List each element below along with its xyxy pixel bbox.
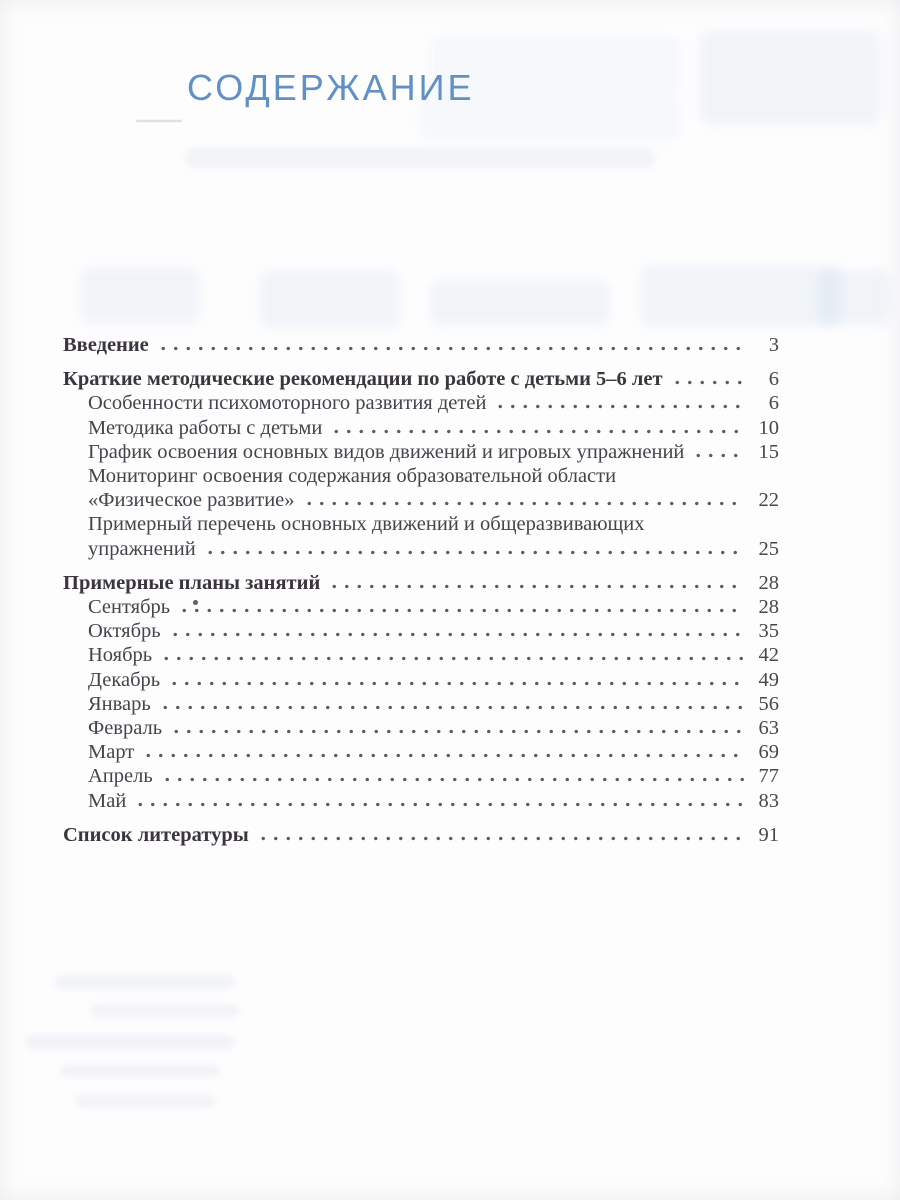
scan-scratch	[136, 120, 182, 122]
toc-entry	[63, 488, 779, 512]
toc-entry-page: 10	[758, 416, 779, 439]
toc-entry-label: Краткие методические рекомендации по работе с детьми 5–6 лет	[63, 368, 663, 391]
toc-entry-page: 77	[758, 765, 779, 788]
toc-entry-label: Ноябрь	[88, 644, 153, 667]
toc-entry-page: 28	[758, 571, 779, 594]
dot-leader	[692, 453, 744, 458]
bleedthrough-smudge	[185, 148, 655, 168]
toc-entry-page: 6	[768, 368, 779, 391]
page-title: СОДЕРЖАНИЕ	[187, 67, 475, 108]
dot-leader	[134, 802, 744, 807]
toc-entry-label: График освоения основных видов движений и игровых упражнений	[88, 440, 685, 463]
bleedthrough-smudge	[430, 280, 610, 325]
dot-leader	[159, 705, 744, 710]
toc-entry	[63, 440, 779, 464]
toc-entry-label: Примерные планы занятий	[63, 571, 321, 594]
bleedthrough-smudge	[90, 1005, 240, 1017]
dot-leader	[330, 429, 744, 434]
dot-leader	[168, 681, 744, 686]
dot-leader	[671, 380, 744, 385]
bleedthrough-smudge	[75, 1095, 215, 1107]
toc-entry-page: 35	[758, 620, 779, 643]
toc-entry-page: 22	[758, 489, 779, 512]
toc-entry	[63, 416, 779, 440]
toc-entry-label: Апрель	[88, 765, 153, 788]
dot-leader	[494, 404, 744, 409]
toc-entry-label: Февраль	[88, 717, 163, 740]
toc-entry-page: 28	[758, 596, 779, 619]
dot-leader	[178, 608, 744, 613]
dot-leader	[204, 550, 744, 555]
toc-entry-page: 63	[758, 717, 779, 740]
bleedthrough-smudge	[80, 268, 200, 323]
dot-leader	[161, 777, 744, 782]
bleedthrough-smudge	[820, 270, 890, 325]
toc-entry-label: Октябрь	[88, 620, 161, 643]
toc-entry-page: 69	[758, 741, 779, 764]
toc-entry-label: Май	[88, 789, 127, 812]
bleedthrough-smudge	[260, 270, 400, 328]
dot-leader	[303, 501, 744, 506]
toc-entry-label: Декабрь	[88, 668, 161, 691]
toc-entry	[63, 619, 779, 643]
bleedthrough-smudge	[60, 1065, 220, 1077]
toc-entry	[63, 692, 779, 716]
dot-leader	[142, 753, 744, 758]
toc-entry-page: 6	[768, 392, 779, 415]
toc-list	[63, 333, 779, 847]
toc-entry-label: Примерный перечень основных движений и общеразвивающих	[88, 513, 645, 536]
toc-entry-label: «Физическое развитие»	[88, 489, 295, 512]
dot-leader	[157, 346, 744, 351]
bleedthrough-smudge	[700, 30, 880, 125]
bleedthrough-smudge	[25, 1035, 235, 1049]
dot-leader	[170, 729, 744, 734]
toc-entry-label: Сентябрь	[88, 596, 171, 619]
toc-entry	[63, 537, 779, 561]
toc-entry	[63, 333, 779, 357]
toc-entry-label: Мониторинг освоения содержания образовательной области	[88, 465, 617, 488]
toc-entry-page: 3	[768, 334, 779, 356]
toc-entry-label: упражнений	[88, 537, 196, 560]
toc-entry-label: Введение	[63, 334, 149, 356]
toc-entry-page: 49	[758, 668, 779, 691]
toc-entry-page: 91	[758, 823, 779, 846]
toc-entry	[63, 512, 779, 536]
toc-entry	[63, 668, 779, 692]
toc-entry-label: Список литературы	[63, 823, 249, 846]
toc-entry-label: Методика работы с детьми	[88, 416, 323, 439]
toc-entry-page: 42	[758, 644, 779, 667]
dot-leader	[160, 656, 744, 661]
toc-entry	[63, 391, 779, 415]
toc-entry	[63, 716, 779, 740]
bleedthrough-smudge	[640, 265, 840, 327]
dot-leader	[257, 836, 744, 841]
toc-entry-label: Особенности психомоторного развития детей	[88, 392, 487, 415]
toc-entry	[63, 764, 779, 788]
toc-entry-page: 56	[758, 692, 779, 715]
toc-entry-page: 15	[758, 440, 779, 463]
bleedthrough-smudge	[55, 975, 235, 989]
toc-entry	[63, 643, 779, 667]
toc-entry	[63, 595, 779, 619]
toc-entry	[63, 740, 779, 764]
toc-entry-page: 83	[758, 789, 779, 812]
toc-entry	[63, 823, 779, 847]
toc-entry	[63, 367, 779, 391]
dot-leader	[328, 584, 744, 589]
dot-leader	[169, 632, 744, 637]
toc-entry	[63, 464, 779, 488]
toc-entry	[63, 789, 779, 813]
toc-entry-page: 25	[758, 537, 779, 560]
toc-entry-label: Январь	[88, 692, 151, 715]
toc-entry	[63, 571, 779, 595]
toc-entry-label: Март	[88, 741, 135, 764]
